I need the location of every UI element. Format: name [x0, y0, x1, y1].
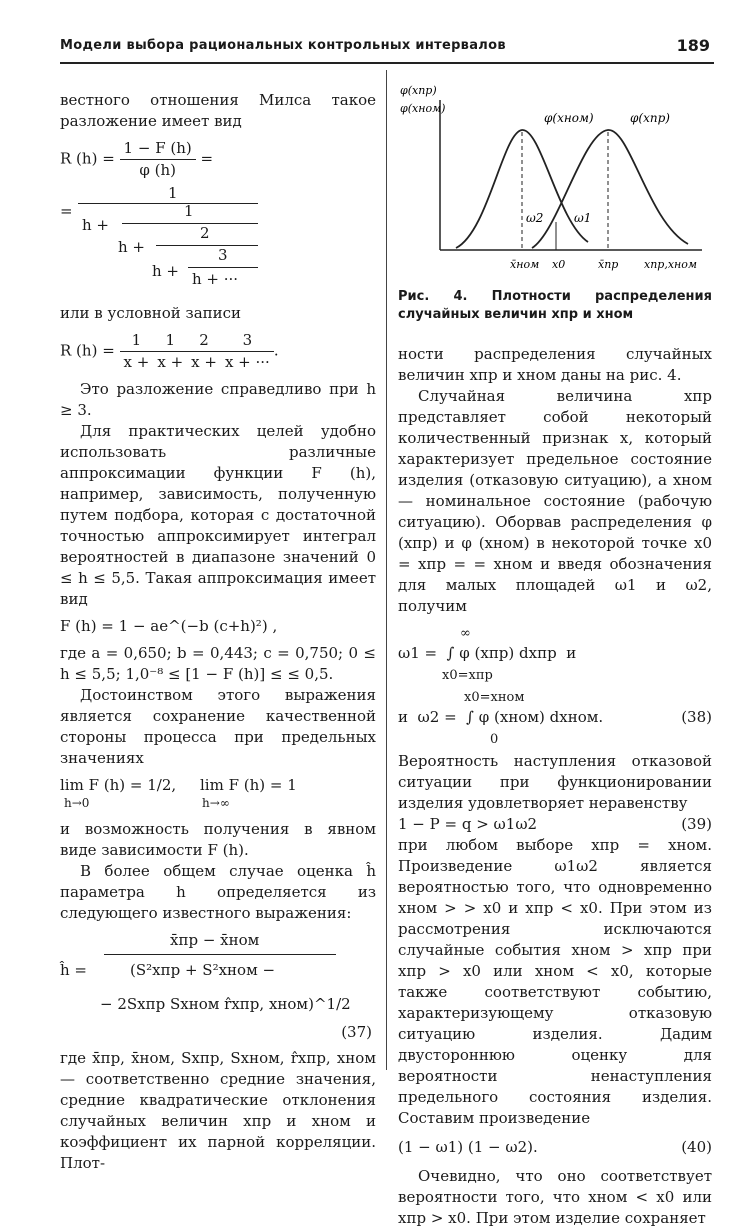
- figure-caption: Рис. 4. Плотности распределения случайных величин xпр и xном: [398, 289, 712, 322]
- equation-38: ∞ ω1 = ∫ φ (xпр) dxпр и x0=xпр x0=xном и ω2 = ∫ φ (xном) dxном. 0 (38): [398, 626, 712, 747]
- short-notation-formula: R (h) = $\frac{1}{x +}$ $\frac{1}{x +}$ $\frac{2}{x +}$ $\frac{3}{x + \cdot\cdot\cdot}$ .: [60, 331, 279, 371]
- density-plot: [398, 82, 712, 282]
- x-tick-nominal-mean: x̄ном: [510, 258, 540, 271]
- right-column: [398, 82, 712, 1229]
- equation-40: (1 − ω1) (1 − ω2). (40): [398, 1138, 712, 1156]
- equation-39: 1 − P = q > ω1ω2 (39): [398, 815, 712, 833]
- mills-ratio-formula: R (h) = $\frac{1 - F (h)}{\varphi (h)}$ =: [60, 139, 214, 179]
- equation-37: ĥ = x̄пр − x̄ном (S²xпр + S²xном − − 2Sxпр Sxном r̂xпр, xном)^1/2 (37): [60, 931, 372, 1041]
- paragraph: Для практических целей удобно использовать различные аппроксимации функции F (h), например, зависимость, полученную путем подбора, которая с достаточной точностью аппроксимирует интеграл вероятностей в диапазоне значений 0 ≤ h ≤ 5,5. Такая аппроксимация имеет вид: [60, 422, 376, 608]
- paragraph: где a = 0,650; b = 0,443; c = 0,750; 0 ≤ h ≤ 5,5; 1,0⁻⁸ ≤ [1 − F (h)] ≤ ≤ 0,5.: [60, 644, 376, 683]
- y-label-1: φ(xпр): [400, 84, 437, 97]
- paragraph: где x̄пр, x̄ном, Sxпр, Sxном, r̂xпр, xном — соответственно средние значения, средние квадратические отклонения случайных величин xпр и xном и коэффициент их парной корреляции. Плот-: [60, 1049, 376, 1172]
- continued-fraction: = 1 h + 1 h + 2 h + 3 h + ···: [60, 187, 376, 303]
- paragraph: В более общем случае оценка ĥ параметра h определяется из следующего известного выражения:: [60, 862, 376, 922]
- column-divider: [386, 70, 387, 1070]
- paragraph: Случайная величина xпр представляет собой некоторый количественный признак x, который характеризует предельное состояние изделия (отказовую ситуацию), а xном — номинальное состояние (рабочую ситуацию). Оборвав распределения φ (xпр) и φ (xном) в некоторой точке x0 = xпр = = xном и введя обозначения для малых площадей ω1 и ω2, получим: [398, 387, 712, 615]
- paragraph: ности распределения случайных величин xпр и xном даны на рис. 4.: [398, 345, 712, 384]
- header-rule: [60, 62, 714, 64]
- fraction: $\frac{1 - F (h)}{\varphi (h)}$: [120, 138, 196, 181]
- x-axis-label: xпр,xном: [644, 258, 698, 271]
- paragraph: Достоинством этого выражения является сохранение качественной стороны процесса при предельных значениях: [60, 686, 376, 767]
- running-title: Модели выбора рациональных контрольных интервалов: [60, 38, 506, 53]
- paragraph: Это разложение справедливо при h ≥ 3.: [60, 380, 376, 419]
- approximation-formula: F (h) = 1 − ae^(−b (c+h)²) ,: [60, 617, 278, 635]
- y-label-2: φ(xном): [400, 102, 446, 115]
- paragraph: Вероятность наступления отказовой ситуации при функционировании изделия удовлетворяет неравенству: [398, 752, 712, 812]
- paragraph: и возможность получения в явном виде зависимости F (h).: [60, 820, 376, 859]
- paragraph: вестного отношения Милса такое разложение имеет вид: [60, 91, 376, 130]
- x-tick-x0: x0: [552, 258, 566, 271]
- paragraph: при любом выборе xпр = xном. Произведение ω1ω2 является вероятностью того, что одновременно xном > > x0 и xпр < x0. При этом из рассмотрения исключаются случайные события xном > xпр при xпр > x0 или xном < x0, которые также соответствуют событию, характеризующему отказовую ситуацию изделия. Дадим двустороннюю оценку для вероятности ненаступления предельного состояния изделия. Составим произведение: [398, 836, 712, 1127]
- x-tick-limit-mean: x̄пр: [598, 258, 619, 271]
- paragraph: Очевидно, что оно соответствует вероятности того, что xном < x0 или xпр > x0. При этом изделие сохраняет: [398, 1167, 712, 1227]
- limits-formula: lim F (h) = 1/2, h→0 lim F (h) = 1 h→∞: [60, 776, 297, 810]
- page-number: 189: [676, 36, 710, 55]
- running-header: [60, 36, 710, 60]
- left-column: [60, 90, 376, 1174]
- curve-label-limit: φ(xпр): [630, 111, 670, 125]
- omega-2-label: ω2: [526, 211, 544, 225]
- omega-1-label: ω1: [574, 211, 592, 225]
- paragraph: или в условной записи: [60, 304, 242, 322]
- figure-4: [398, 82, 712, 282]
- curve-label-nominal: φ(xном): [544, 111, 594, 125]
